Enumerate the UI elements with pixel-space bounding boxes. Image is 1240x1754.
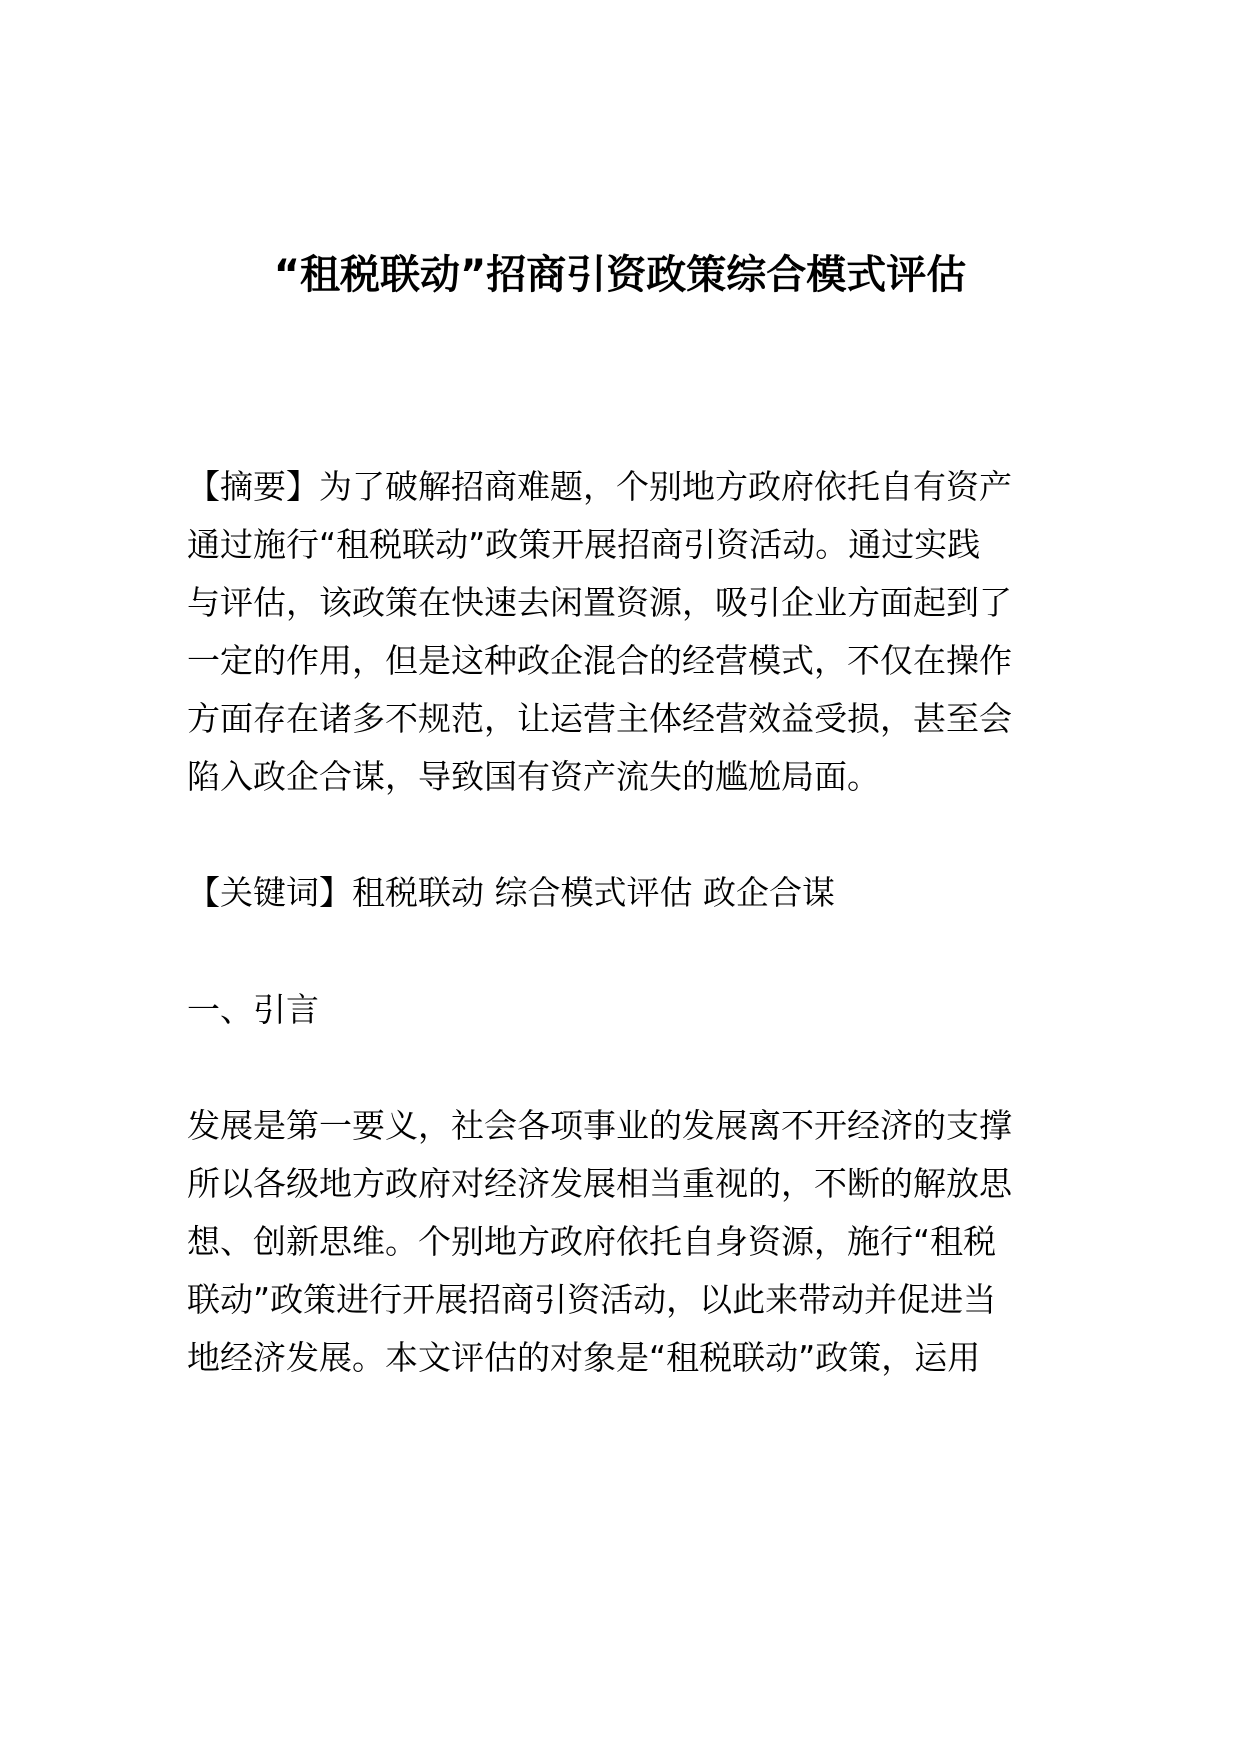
abstract-line: 通过施行“租税联动”政策开展招商引资活动。通过实践 xyxy=(187,525,981,564)
abstract-line: 方面存在诸多不规范，让运营主体经营效益受损，甚至会 xyxy=(187,699,1012,738)
abstract-line: 陷入政企合谋，导致国有资产流失的尴尬局面。 xyxy=(187,757,880,796)
body-line: 所以各级地方政府对经济发展相当重视的，不断的解放思 xyxy=(187,1164,1012,1203)
keywords-line: 【关键词】租税联动 综合模式评估 政企合谋 xyxy=(187,873,835,912)
abstract-line: 【摘要】为了破解招商难题，个别地方政府依托自有资产 xyxy=(187,467,1012,506)
body-line: 联动”政策进行开展招商引资活动，以此来带动并促进当 xyxy=(187,1280,997,1319)
section-heading: 一、引言 xyxy=(187,990,319,1029)
abstract-line: 一定的作用，但是这种政企混合的经营模式，不仅在操作 xyxy=(187,641,1012,680)
document-title: “租税联动”招商引资政策综合模式评估 xyxy=(273,252,967,298)
body-line: 地经济发展。本文评估的对象是“租税联动”政策，运用 xyxy=(187,1338,981,1377)
body-line: 发展是第一要义，社会各项事业的发展离不开经济的支撑 xyxy=(187,1106,1012,1145)
body-line: 想、创新思维。个别地方政府依托自身资源，施行“租税 xyxy=(187,1222,997,1261)
abstract-line: 与评估，该政策在快速去闲置资源，吸引企业方面起到了 xyxy=(187,583,1012,622)
